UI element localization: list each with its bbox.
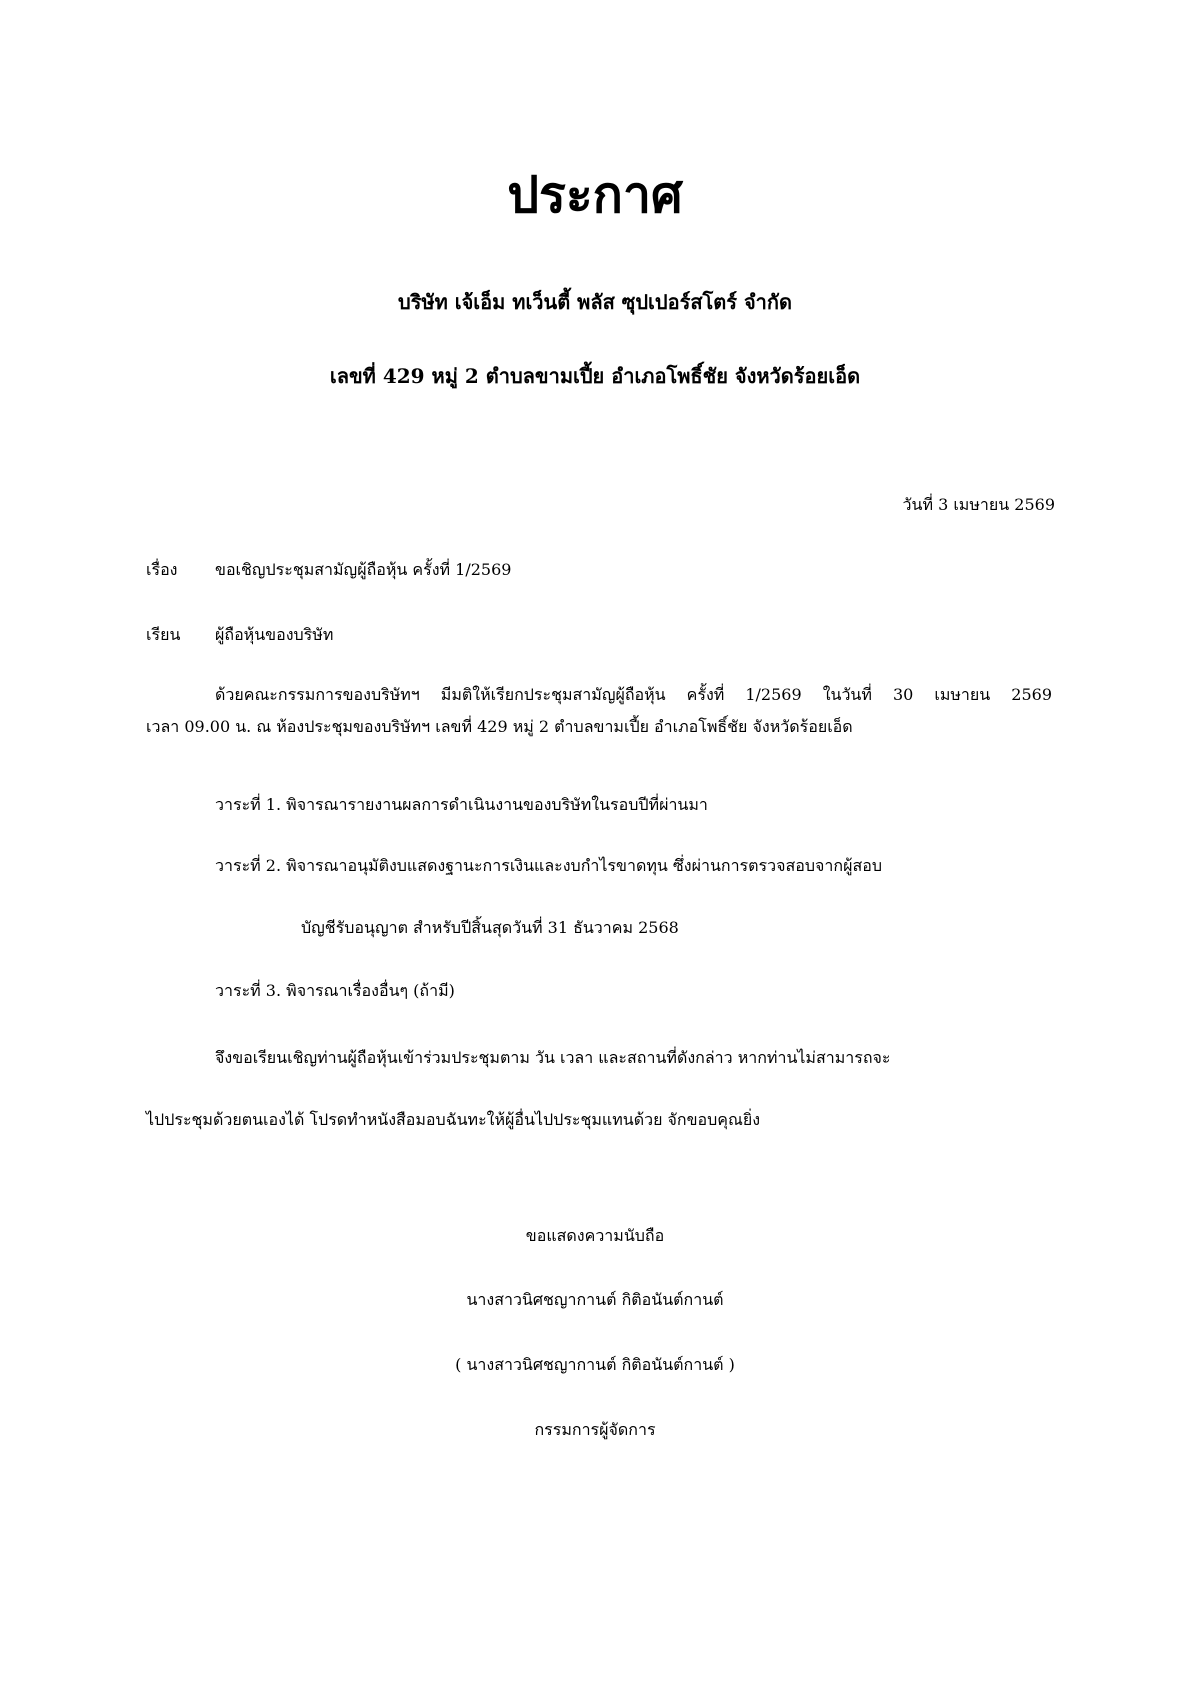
company-address: เลขที่ 429 หมู่ 2 ตำบลขามเปี้ย อำเภอโพธิ์ชัย จังหวัดร้อยเอ็ด [329, 364, 861, 388]
agenda-item-3: วาระที่ 3. พิจารณาเรื่องอื่นๆ (ถ้ามี) [215, 981, 455, 1000]
signature-name-parenthesized: ( นางสาวนิศชญากานต์ กิติอนันต์กานต์ ) [455, 1355, 735, 1374]
closing-line-2: ไปประชุมด้วยตนเองได้ โปรดทำหนังสือมอบฉันทะให้ผู้อื่นไปประชุมแทนด้วย จักขอบคุณยิ่ง [146, 1110, 761, 1129]
intro-paragraph [146, 687, 1052, 735]
signature-regards: ขอแสดงความนับถือ [525, 1226, 665, 1245]
intro-line-1: ด้วยคณะกรรมการของบริษัทฯ มีมติให้เรียกประชุมสามัญผู้ถือหุ้น ครั้งที่ 1/2569 ในวันที่ 30 เมษายน 2569 [215, 685, 1052, 704]
agenda-item-2: วาระที่ 2. พิจารณาอนุมัติงบแสดงฐานะการเงินและงบกำไรขาดทุน ซึ่งผ่านการตรวจสอบจากผู้สอบ [215, 856, 882, 875]
subject-value: ขอเชิญประชุมสามัญผู้ถือหุ้น ครั้งที่ 1/2569 [215, 560, 512, 579]
closing-line-1: จึงขอเรียนเชิญท่านผู้ถือหุ้นเข้าร่วมประชุมตาม วัน เวลา และสถานที่ดังกล่าว หากท่านไม่สามารถจะ [215, 1048, 891, 1067]
agenda-item-2-continued: บัญชีรับอนุญาต สำหรับปีสิ้นสุดวันที่ 31 ธันวาคม 2568 [301, 918, 679, 937]
subject-label: เรื่อง [146, 560, 178, 579]
company-name: บริษัท เจ้เอ็ม ทเว็นตี้ พลัส ซุปเปอร์สโตร์ จำกัด [397, 290, 793, 314]
agenda-item-1: วาระที่ 1. พิจารณารายงานผลการดำเนินงานของบริษัทในรอบปีที่ผ่านมา [215, 795, 708, 814]
intro-line-2: เวลา 09.00 น. ณ ห้องประชุมของบริษัทฯ เลขที่ 429 หมู่ 2 ตำบลขามเปี้ย อำเภอโพธิ์ชัย จังหวัดร้อยเอ็ด [146, 717, 853, 736]
document-title: ประกาศ [507, 165, 683, 224]
recipient-value: ผู้ถือหุ้นของบริษัท [215, 625, 334, 644]
signature-position: กรรมการผู้จัดการ [534, 1420, 656, 1439]
document-date: วันที่ 3 เมษายน 2569 [902, 495, 1055, 514]
recipient-label: เรียน [146, 625, 181, 644]
signature-name: นางสาวนิศชญากานต์ กิติอนันต์กานต์ [466, 1290, 724, 1309]
